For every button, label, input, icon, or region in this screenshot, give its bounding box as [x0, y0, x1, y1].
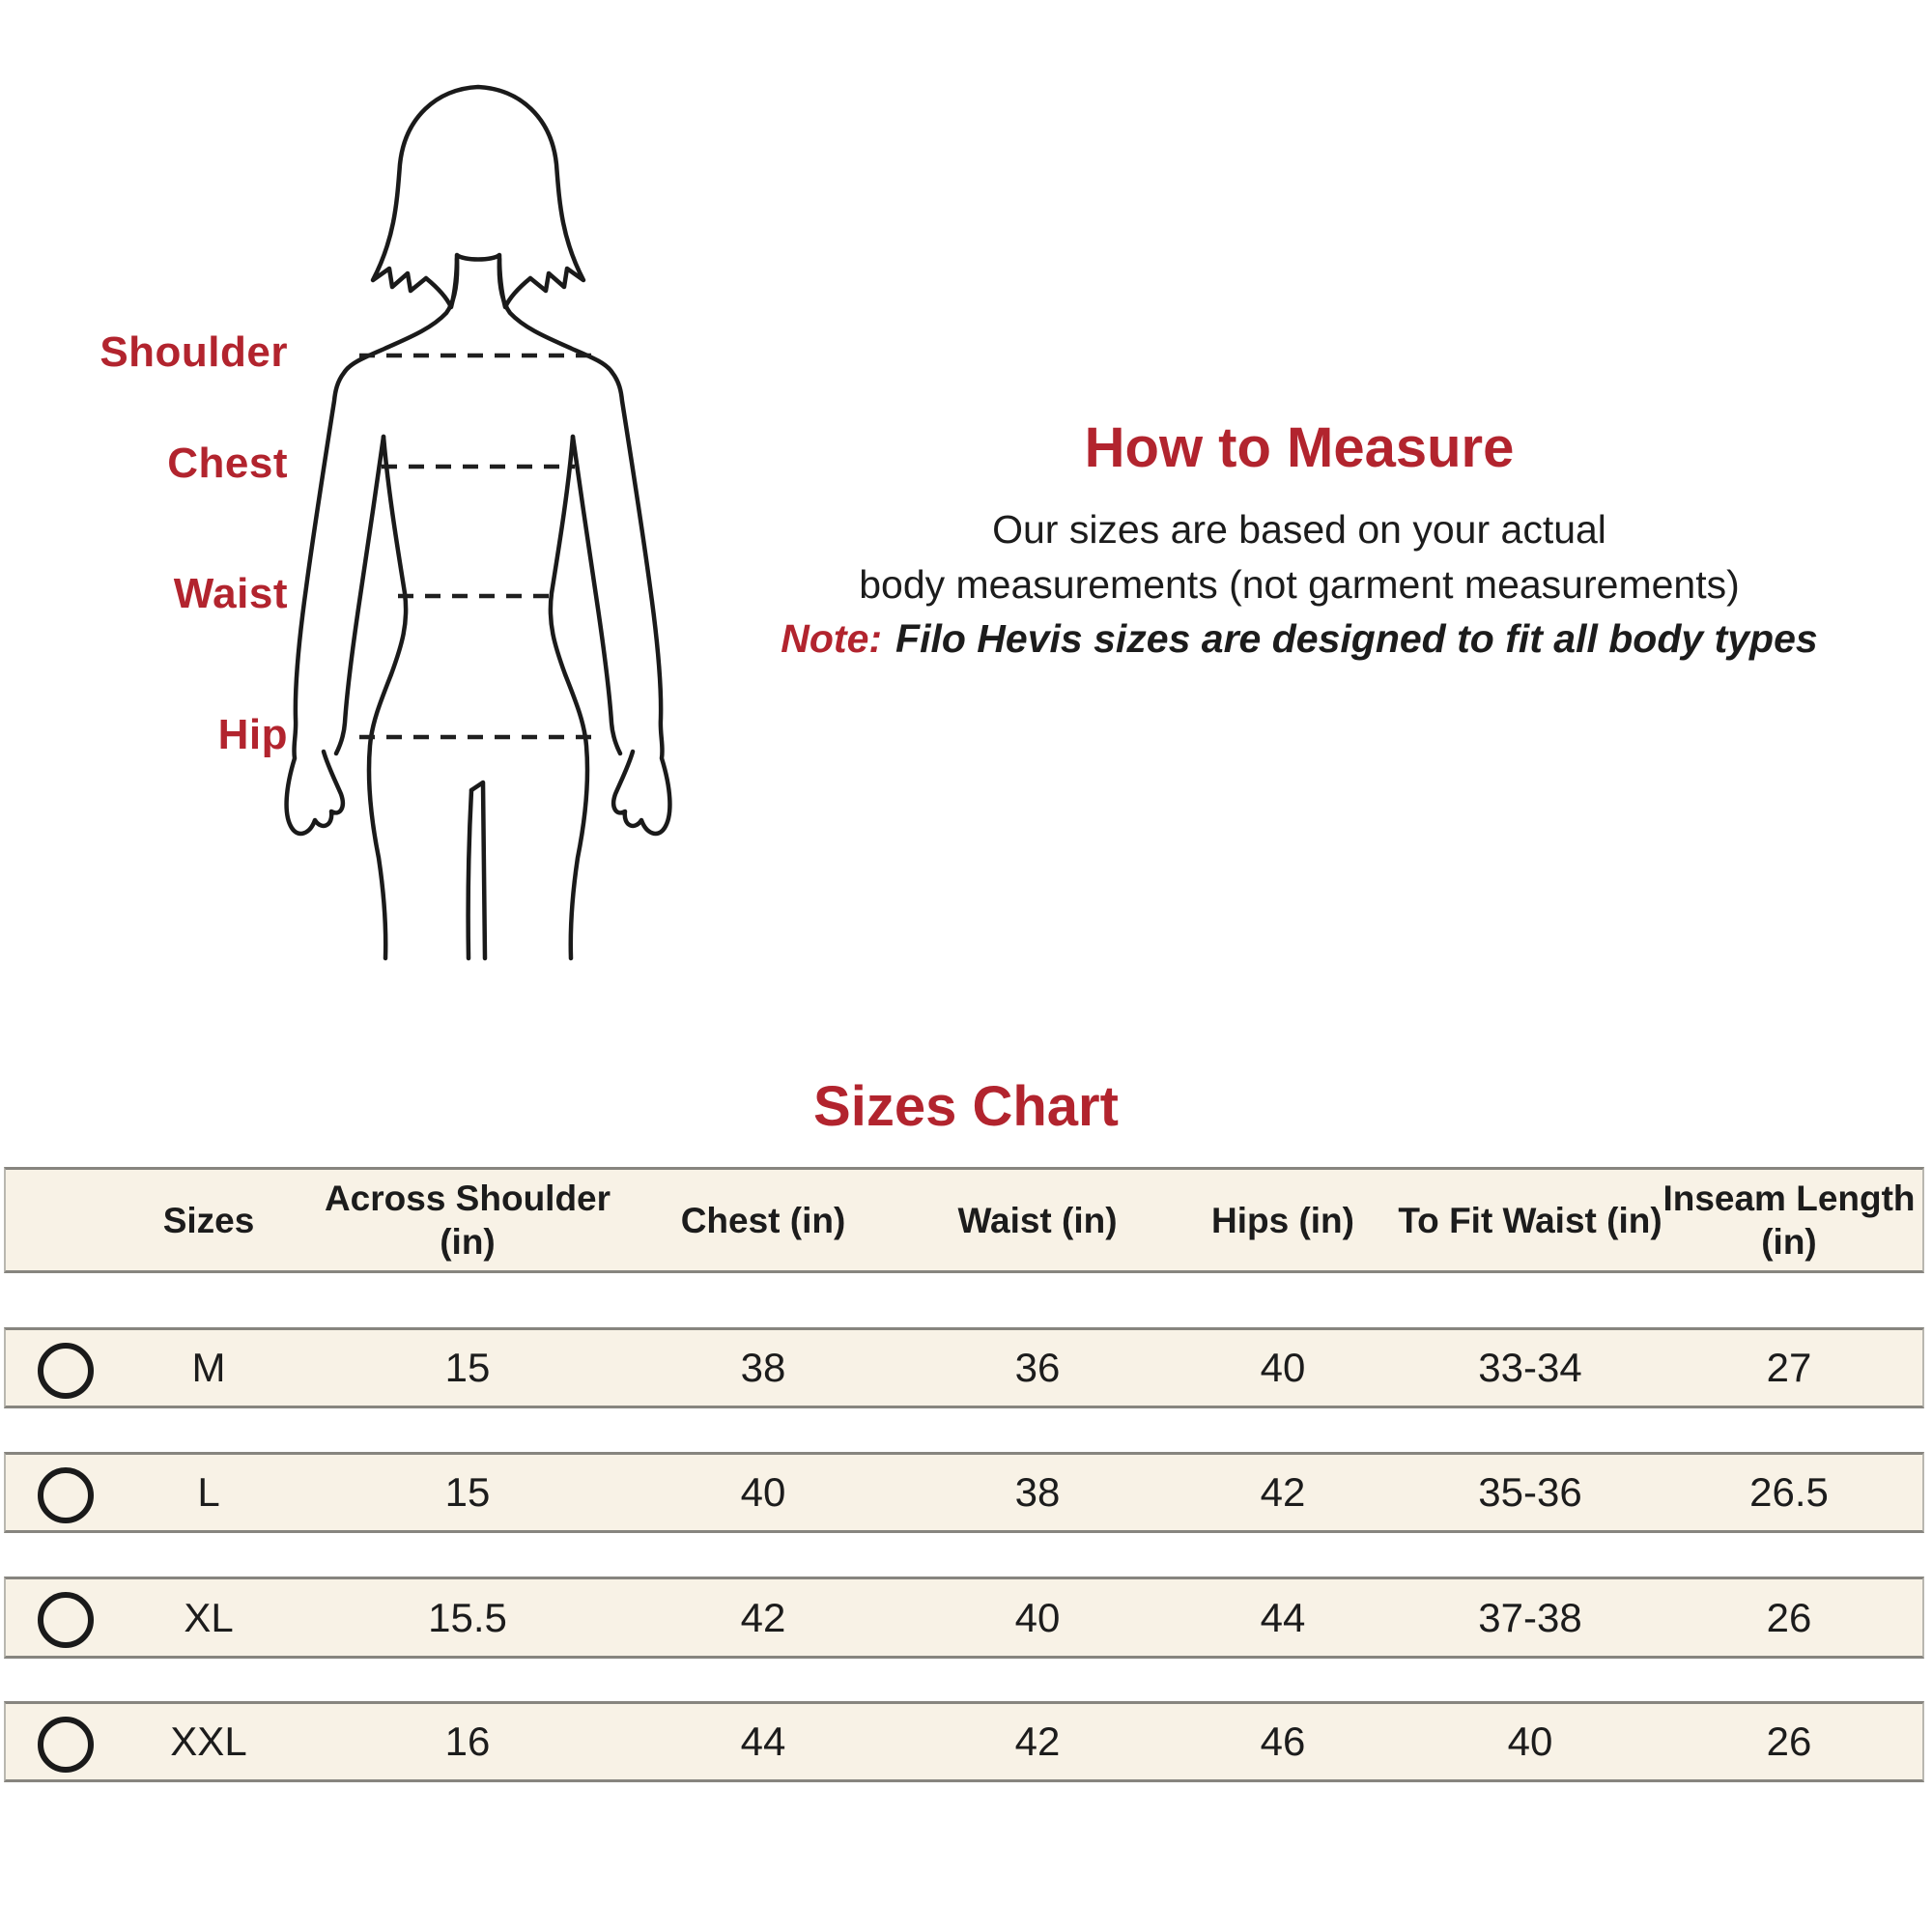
size-cell: L: [197, 1469, 220, 1515]
chest-label: Chest: [167, 440, 288, 487]
shoulder-label: Shoulder: [99, 328, 288, 376]
note-text: Filo Hevis sizes are designed to fit all body types: [895, 616, 1818, 661]
across-shoulder-cell: 15: [444, 1469, 491, 1515]
inner-leg-line: [471, 782, 485, 958]
hips-cell: 44: [1260, 1594, 1306, 1640]
across-shoulder-cell: 16: [444, 1719, 491, 1764]
table-row: [4, 1452, 1924, 1533]
column-header-hips: Hips (in): [1211, 1200, 1354, 1240]
across-shoulder-cell: 15: [444, 1345, 491, 1390]
chest-cell: 38: [740, 1345, 786, 1390]
chest-cell: 44: [740, 1719, 786, 1764]
size-cell: XL: [184, 1594, 234, 1640]
size-cell: M: [191, 1345, 226, 1390]
across-shoulder-cell: 15.5: [428, 1594, 507, 1640]
to-fit-waist-cell: 37-38: [1478, 1594, 1582, 1640]
table-row: [4, 1701, 1924, 1782]
hips-cell: 40: [1260, 1345, 1306, 1390]
chest-cell: 42: [740, 1594, 786, 1640]
column-header-sizes: Sizes: [162, 1200, 255, 1240]
size-cell: XXL: [170, 1719, 247, 1764]
column-header-waist: Waist (in): [957, 1200, 1118, 1240]
column-header-to-fit-waist: To Fit Waist (in): [1398, 1200, 1662, 1240]
inseam-length-cell: 27: [1766, 1345, 1812, 1390]
hips-cell: 46: [1260, 1719, 1306, 1764]
inseam-length-cell: 26.5: [1749, 1469, 1829, 1515]
how-to-measure-title: How to Measure: [1084, 416, 1515, 479]
waist-cell: 40: [1014, 1594, 1061, 1640]
sizes-chart-title: Sizes Chart: [813, 1075, 1119, 1138]
to-fit-waist-cell: 40: [1507, 1719, 1553, 1764]
waist-label: Waist: [173, 570, 288, 617]
note-label: Note:: [781, 616, 883, 661]
to-fit-waist-cell: 33-34: [1478, 1345, 1582, 1390]
column-header-inseam-length: Inseam Length (in): [1662, 1179, 1916, 1262]
how-to-measure-note: [618, 616, 1932, 662]
how-to-measure-line2: body measurements (not garment measurements): [859, 562, 1740, 607]
inseam-length-cell: 26: [1766, 1719, 1812, 1764]
column-header-chest: Chest (in): [680, 1200, 846, 1240]
hip-label: Hip: [217, 711, 288, 758]
column-header-across-shoulder: Across Shoulder (in): [324, 1179, 611, 1262]
waist-cell: 38: [1014, 1469, 1061, 1515]
to-fit-waist-cell: 35-36: [1478, 1469, 1582, 1515]
table-row: [4, 1577, 1924, 1659]
waist-cell: 42: [1014, 1719, 1061, 1764]
table-header-row: [4, 1167, 1924, 1273]
inner-leg-line: [469, 790, 471, 958]
inseam-length-cell: 26: [1766, 1594, 1812, 1640]
how-to-measure-text: [618, 502, 1932, 612]
table-row: [4, 1327, 1924, 1408]
chest-cell: 40: [740, 1469, 786, 1515]
hips-cell: 42: [1260, 1469, 1306, 1515]
how-to-measure-line1: Our sizes are based on your actual: [992, 507, 1606, 552]
waist-cell: 36: [1014, 1345, 1061, 1390]
hair-outline: [373, 87, 583, 307]
